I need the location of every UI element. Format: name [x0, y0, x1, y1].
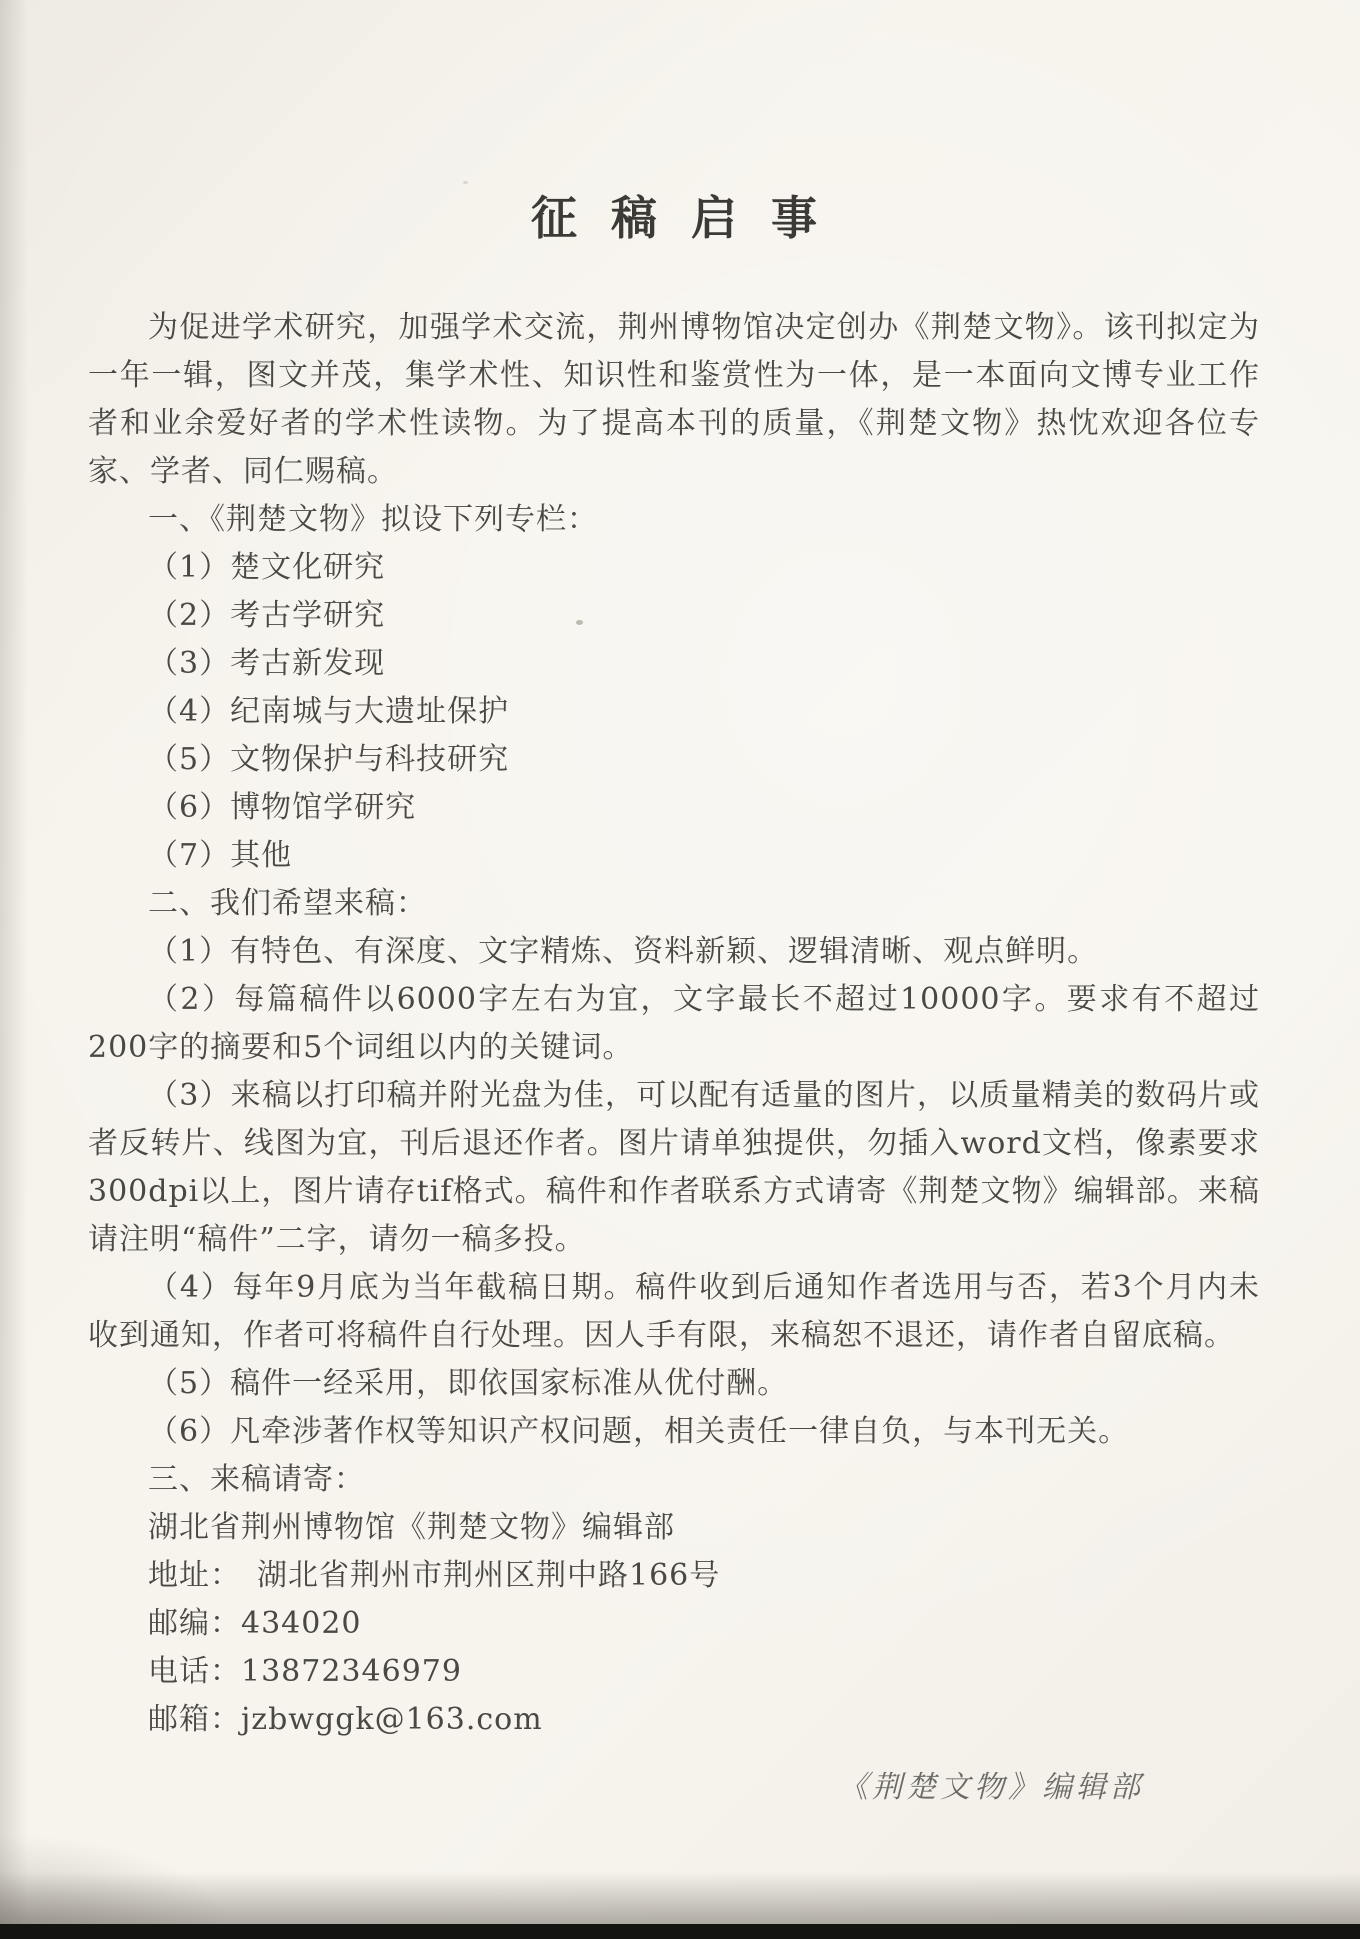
page-corner-shadow: [0, 1789, 340, 1939]
guideline-6: （6）凡牵涉著作权等知识产权问题，相关责任一律自负，与本刊无关。: [148, 1414, 1130, 1449]
page-edge-shadow-bottom: [0, 1872, 1360, 1924]
guideline-5: （5）稿件一经采用，即依国家标准从优付酬。: [148, 1366, 789, 1401]
section-one-heading: 一、《荆楚文物》拟设下列专栏：: [148, 502, 598, 537]
guideline-3: （3）来稿以打印稿并附光盘为佳，可以配有适量的图片，以质量精美的数码片或者反转片、线图为宜，刊后退还作者。图片请单独提供，勿插入word文档，像素要求300dpi以上，图片请存tif格式。稿件和作者联系方式请寄《荆楚文物》编辑部。来稿请注明“稿件”二字，请勿一稿多投。: [88, 1078, 1260, 1257]
column-item-2: （2）考古学研究: [148, 598, 386, 633]
page-edge-shadow-left: [0, 0, 28, 1939]
postcode-line: 邮编：434020: [148, 1606, 362, 1641]
scan-edge-bottom: [0, 1924, 1360, 1939]
column-item-7: （7）其他: [148, 838, 293, 873]
column-item-4: （4）纪南城与大遗址保护: [148, 694, 510, 729]
column-item-3: （3）考古新发现: [148, 646, 386, 681]
scan-speck: [576, 620, 583, 625]
phone-line: 电话：13872346979: [148, 1654, 462, 1689]
column-item-1: （1）楚文化研究: [148, 550, 386, 585]
section-two-heading: 二、我们希望来稿：: [148, 886, 427, 921]
column-item-5: （5）文物保护与科技研究: [148, 742, 510, 777]
document-body: [88, 186, 1260, 1744]
section-three-heading: 三、来稿请寄：: [148, 1462, 365, 1497]
footer-signature: 《荆楚文物》编辑部: [838, 1770, 1144, 1805]
guideline-1: （1）有特色、有深度、文字精炼、资料新颖、逻辑清晰、观点鲜明。: [148, 934, 1099, 969]
intro-paragraph: 为促进学术研究，加强学术交流，荆州博物馆决定创办《荆楚文物》。该刊拟定为一年一辑，图文并茂，集学术性、知识性和鉴赏性为一体，是一本面向文博专业工作者和业余爱好者的学术性读物。为了提高本刊的质量，《荆楚文物》热忱欢迎各位专家、学者、同仁赐稿。: [88, 310, 1260, 489]
scan-speck: [463, 181, 468, 184]
submission-address: 湖北省荆州博物馆《荆楚文物》编辑部: [148, 1510, 675, 1545]
column-item-6: （6）博物馆学研究: [148, 790, 417, 825]
guideline-4: （4）每年9月底为当年截稿日期。稿件收到后通知作者选用与否，若3个月内未收到通知，作者可将稿件自行处理。因人手有限，来稿恕不退还，请作者自留底稿。: [88, 1270, 1260, 1353]
address-line: 地址： 湖北省荆州市荆州区荆中路166号: [148, 1558, 721, 1593]
email-line: 邮箱：jzbwggk@163.com: [148, 1702, 543, 1737]
guideline-2: （2）每篇稿件以6000字左右为宜，文字最长不超过10000字。要求有不超过200字的摘要和5个词组以内的关键词。: [88, 982, 1260, 1065]
page-title: 征稿启事: [531, 191, 851, 245]
